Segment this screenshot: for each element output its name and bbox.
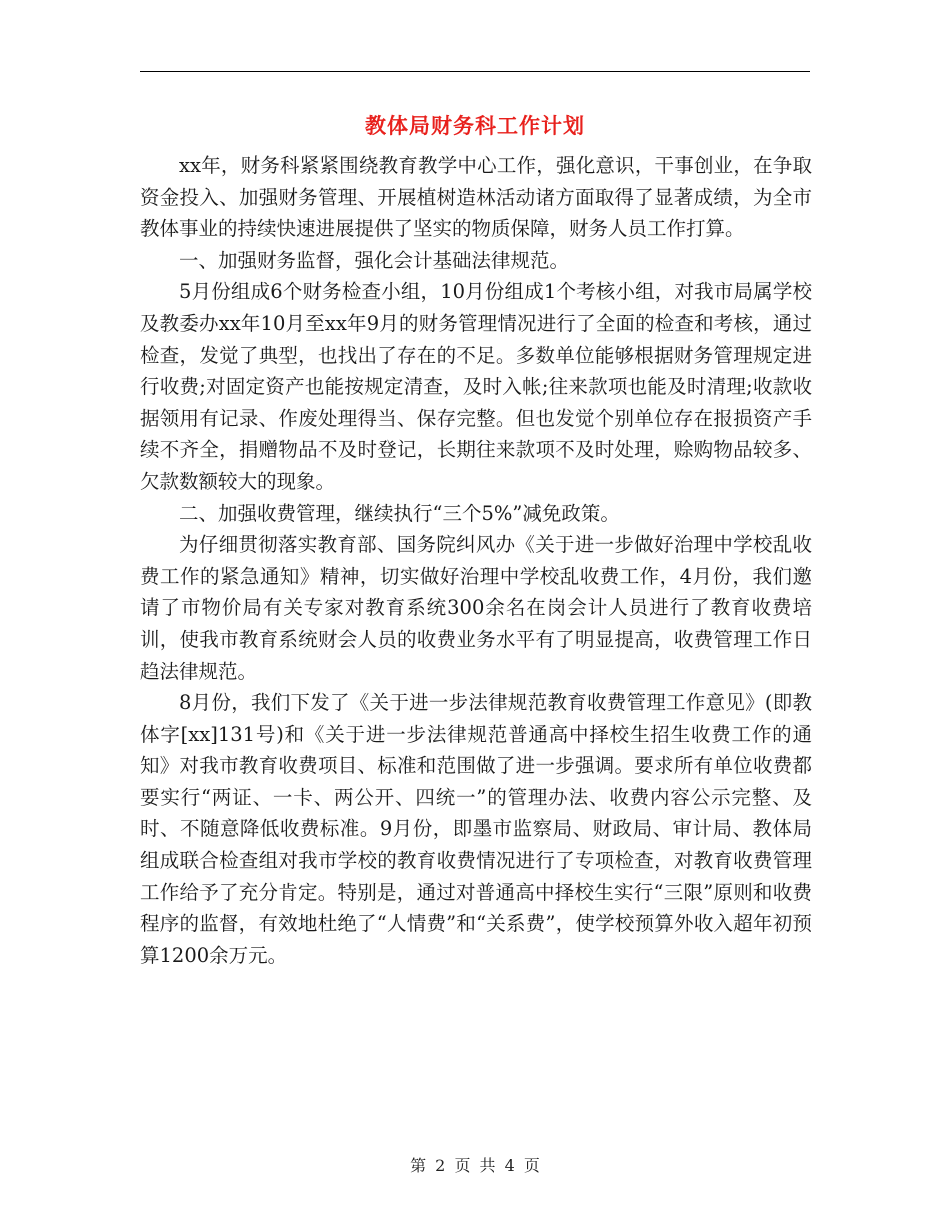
paragraph-intro: xx年，财务科紧紧围绕教育教学中心工作，强化意识，干事创业，在争取资金投入、加强财务管理、开展植树造林活动诸方面取得了显著成绩，为全市教体事业的持续快速进展提供了坚实的物质保障，财务人员工作打算。 (140, 154, 812, 241)
document-title: 教体局财务科工作计划 (365, 113, 585, 138)
paragraph-fee-training: 为仔细贯彻落实教育部、国务院纠风办《关于进一步做好治理中学校乱收费工作的紧急通知》精神，切实做好治理中学校乱收费工作，4月份，我们邀请了市物价局有关专家对教育系统300余名在岗会计人员进行了教育收费培训，使我市教育系统财会人员的收费业务水平有了明显提高，收费管理工作日趋法律规范。 (140, 533, 812, 683)
paragraph-fee-regulation: 8月份，我们下发了《关于进一步法律规范教育收费管理工作意见》(即教体字[xx]131号)和《关于进一步法律规范普通高中择校生招生收费工作的通知》对我市教育收费项目、标准和范围做了进一步强调。要求所有单位收费都要实行“两证、一卡、两公开、四统一”的管理办法、收费内容公示完整、及时、不随意降低收费标准。9月份，即墨市监察局、财政局、审计局、教体局组成联合检查组对我市学校的教育收费情况进行了专项检查，对教育收费管理工作给予了充分肯定。特别是，通过对普通高中择校生实行“三限”原则和收费程序的监督，有效地杜绝了“人情费”和“关系费”，使学校预算外收入超年初预算1200余万元。 (140, 691, 812, 967)
paragraph-finance-inspection: 5月份组成6个财务检查小组，10月份组成1个考核小组，对我市局属学校及教委办xx年10月至xx年9月的财务管理情况进行了全面的检查和考核，通过检查，发觉了典型，也找出了存在的不足。多数单位能够根据财务管理规定进行收费;对固定资产也能按规定清查，及时入帐;往来款项也能及时清理;收款收据领用有记录、作废处理得当、保存完整。但也发觉个别单位存在报损资产手续不齐全，捐赠物品不及时登记，长期往来款项不及时处理，赊购物品较多、欠款数额较大的现象。 (140, 280, 812, 493)
page-number-footer: 第 2 页 共 4 页 (410, 1156, 540, 1175)
header-rule (140, 71, 810, 72)
section-heading-1: 一、加强财务监督，强化会计基础法律规范。 (179, 248, 570, 272)
document-body (140, 150, 812, 971)
section-heading-2: 二、加强收费管理，继续执行“三个5%”减免政策。 (179, 501, 620, 525)
